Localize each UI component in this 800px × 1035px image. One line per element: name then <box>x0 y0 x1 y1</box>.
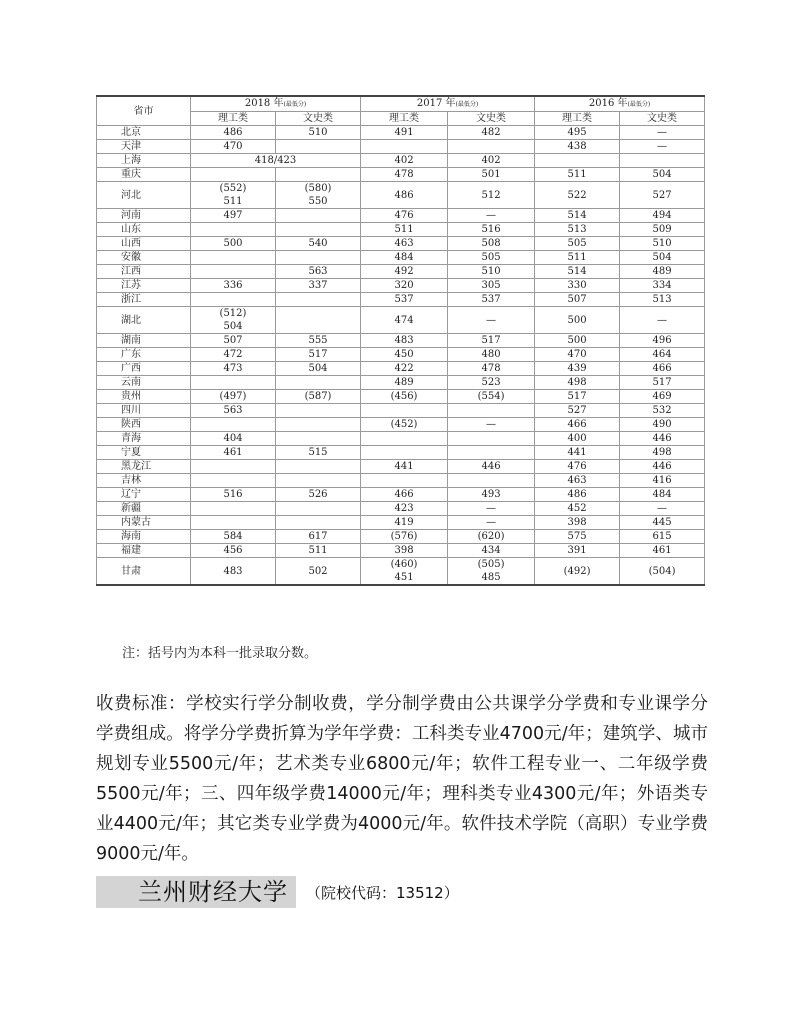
score-cell: 452 <box>535 502 620 516</box>
score-cell: 512 <box>448 182 535 209</box>
score-cell: 502 <box>276 558 361 586</box>
table-row <box>97 182 705 209</box>
score-cell: — <box>448 209 535 223</box>
score-cell: 423 <box>361 502 448 516</box>
score-cell <box>276 223 361 237</box>
score-cell: (512) 504 <box>191 307 276 334</box>
score-cell: 537 <box>361 293 448 307</box>
subheader-arts: 文史类 <box>620 112 705 126</box>
score-cell: 484 <box>620 488 705 502</box>
score-cell <box>276 502 361 516</box>
score-cell: 498 <box>535 376 620 390</box>
province-cell: 宁夏 <box>97 446 191 460</box>
province-cell: 山西 <box>97 237 191 251</box>
table-row <box>97 168 705 182</box>
score-cell <box>448 140 535 154</box>
score-cell: 517 <box>620 376 705 390</box>
score-cell: 439 <box>535 362 620 376</box>
score-cell: 516 <box>448 223 535 237</box>
table-row <box>97 474 705 488</box>
province-header: 省市 <box>97 96 191 126</box>
score-cell: 422 <box>361 362 448 376</box>
score-cell: 494 <box>620 209 705 223</box>
score-cell <box>276 307 361 334</box>
score-cell: 527 <box>620 182 705 209</box>
province-cell: 湖南 <box>97 334 191 348</box>
school-code: （院校代码：13512） <box>306 884 459 902</box>
province-cell: 湖北 <box>97 307 191 334</box>
score-cell <box>191 293 276 307</box>
score-cell: 504 <box>276 362 361 376</box>
year-header-2016: 2016 年(最低分) <box>535 96 705 112</box>
score-cell: 484 <box>361 251 448 265</box>
score-cell: 489 <box>620 265 705 279</box>
score-cell: 438 <box>535 140 620 154</box>
score-cell <box>361 474 448 488</box>
score-cell: 498 <box>620 446 705 460</box>
score-cell: 517 <box>535 390 620 404</box>
score-cell: 400 <box>535 432 620 446</box>
province-cell: 天津 <box>97 140 191 154</box>
score-cell <box>448 446 535 460</box>
score-cell: (505) 485 <box>448 558 535 586</box>
score-cell: 505 <box>535 237 620 251</box>
province-cell: 陕西 <box>97 418 191 432</box>
score-cell: (552) 511 <box>191 182 276 209</box>
score-cell: 486 <box>535 488 620 502</box>
score-cell <box>276 168 361 182</box>
score-cell: 330 <box>535 279 620 293</box>
score-cell: 563 <box>276 265 361 279</box>
score-cell: 478 <box>361 168 448 182</box>
province-cell: 安徽 <box>97 251 191 265</box>
province-cell: 广东 <box>97 348 191 362</box>
table-row <box>97 404 705 418</box>
score-cell: 526 <box>276 488 361 502</box>
score-cell: 617 <box>276 530 361 544</box>
score-cell: 469 <box>620 390 705 404</box>
score-cell: (587) <box>276 390 361 404</box>
score-cell <box>361 404 448 418</box>
province-cell: 新疆 <box>97 502 191 516</box>
score-cell: 463 <box>535 474 620 488</box>
score-cell: 473 <box>191 362 276 376</box>
score-cell: — <box>620 502 705 516</box>
subheader-science: 理工类 <box>191 112 276 126</box>
score-cell <box>191 418 276 432</box>
province-cell: 浙江 <box>97 293 191 307</box>
score-cell: 337 <box>276 279 361 293</box>
table-row <box>97 223 705 237</box>
score-cell: 480 <box>448 348 535 362</box>
subheader-arts: 文史类 <box>276 112 361 126</box>
score-cell <box>448 404 535 418</box>
table-row <box>97 488 705 502</box>
province-cell: 河南 <box>97 209 191 223</box>
score-cell: 511 <box>361 223 448 237</box>
score-cell: (620) <box>448 530 535 544</box>
score-cell <box>276 404 361 418</box>
score-cell <box>191 376 276 390</box>
score-cell: 446 <box>448 460 535 474</box>
score-cell: 483 <box>361 334 448 348</box>
score-cell <box>191 223 276 237</box>
score-cell: (576) <box>361 530 448 544</box>
province-cell: 北京 <box>97 126 191 140</box>
score-cell: 514 <box>535 265 620 279</box>
score-cell: 523 <box>448 376 535 390</box>
table-row <box>97 348 705 362</box>
score-cell <box>276 418 361 432</box>
score-cell: (504) <box>620 558 705 586</box>
table-row <box>97 516 705 530</box>
score-cell: 404 <box>191 432 276 446</box>
score-cell: 522 <box>535 182 620 209</box>
score-cell: 505 <box>448 251 535 265</box>
score-cell: 508 <box>448 237 535 251</box>
province-cell: 黑龙江 <box>97 460 191 474</box>
table-footnote: 注：括号内为本科一批录取分数。 <box>122 646 318 661</box>
score-cell: (580) 550 <box>276 182 361 209</box>
score-cell: 511 <box>535 168 620 182</box>
score-cell <box>448 432 535 446</box>
score-cell: 510 <box>448 265 535 279</box>
score-cell: 450 <box>361 348 448 362</box>
score-cell: 615 <box>620 530 705 544</box>
score-cell: (460) 451 <box>361 558 448 586</box>
score-cell <box>191 251 276 265</box>
table-row <box>97 279 705 293</box>
score-cell: 515 <box>276 446 361 460</box>
province-cell: 辽宁 <box>97 488 191 502</box>
score-cell: 416 <box>620 474 705 488</box>
score-cell: 463 <box>361 237 448 251</box>
score-cell: 445 <box>620 516 705 530</box>
score-cell: — <box>448 307 535 334</box>
score-cell: 398 <box>535 516 620 530</box>
score-cell: 441 <box>535 446 620 460</box>
table-row <box>97 376 705 390</box>
score-cell <box>191 502 276 516</box>
province-cell: 贵州 <box>97 390 191 404</box>
admission-score-table <box>96 95 705 586</box>
table-row <box>97 362 705 376</box>
score-cell: 305 <box>448 279 535 293</box>
score-cell: 470 <box>191 140 276 154</box>
score-cell: 497 <box>191 209 276 223</box>
table-row <box>97 140 705 154</box>
score-cell: 482 <box>448 126 535 140</box>
table-row <box>97 558 705 586</box>
score-cell: 466 <box>535 418 620 432</box>
score-cell: 402 <box>448 154 535 168</box>
score-cell <box>276 293 361 307</box>
province-cell: 海南 <box>97 530 191 544</box>
score-cell: 490 <box>620 418 705 432</box>
score-cell <box>276 251 361 265</box>
score-cell: 472 <box>191 348 276 362</box>
score-cell: — <box>620 140 705 154</box>
score-cell: 532 <box>620 404 705 418</box>
score-cell: 391 <box>535 544 620 558</box>
table-row <box>97 446 705 460</box>
score-cell: (492) <box>535 558 620 586</box>
score-cell: 513 <box>620 293 705 307</box>
score-cell: 446 <box>620 460 705 474</box>
table-row <box>97 237 705 251</box>
score-cell: 563 <box>191 404 276 418</box>
province-cell: 江西 <box>97 265 191 279</box>
subheader-arts: 文史类 <box>448 112 535 126</box>
score-cell: 491 <box>361 126 448 140</box>
score-cell: 504 <box>620 168 705 182</box>
year-header-2017: 2017 年(最低分) <box>361 96 535 112</box>
table-row <box>97 154 705 168</box>
score-cell: 496 <box>620 334 705 348</box>
score-cell <box>448 474 535 488</box>
score-cell: 419 <box>361 516 448 530</box>
score-cell: 492 <box>361 265 448 279</box>
score-cell: 511 <box>276 544 361 558</box>
score-cell: 336 <box>191 279 276 293</box>
table-row <box>97 126 705 140</box>
score-cell <box>276 432 361 446</box>
score-cell: 402 <box>361 154 448 168</box>
province-cell: 重庆 <box>97 168 191 182</box>
score-cell: 500 <box>191 237 276 251</box>
score-cell: (456) <box>361 390 448 404</box>
score-cell: 513 <box>535 223 620 237</box>
score-cell: 446 <box>620 432 705 446</box>
score-cell: 461 <box>191 446 276 460</box>
score-cell <box>620 154 705 168</box>
score-cell: — <box>620 307 705 334</box>
score-cell: 507 <box>191 334 276 348</box>
table-row <box>97 265 705 279</box>
score-cell: 537 <box>448 293 535 307</box>
score-cell <box>191 516 276 530</box>
table-row <box>97 544 705 558</box>
score-cell: 478 <box>448 362 535 376</box>
score-cell <box>276 209 361 223</box>
score-cell: 500 <box>535 334 620 348</box>
score-cell: — <box>448 418 535 432</box>
score-cell: 500 <box>535 307 620 334</box>
year-header-2018: 2018 年(最低分) <box>191 96 361 112</box>
score-cell <box>361 140 448 154</box>
province-cell: 山东 <box>97 223 191 237</box>
score-cell: 418/423 <box>191 154 361 168</box>
subheader-science: 理工类 <box>361 112 448 126</box>
table-row <box>97 390 705 404</box>
score-cell: 514 <box>535 209 620 223</box>
score-cell: 575 <box>535 530 620 544</box>
score-cell: 464 <box>620 348 705 362</box>
score-cell: 466 <box>620 362 705 376</box>
score-cell <box>276 376 361 390</box>
score-cell: 486 <box>191 126 276 140</box>
province-cell: 四川 <box>97 404 191 418</box>
score-cell: 516 <box>191 488 276 502</box>
score-cell <box>191 265 276 279</box>
score-cell: 476 <box>535 460 620 474</box>
fee-standard-paragraph: 收费标准：学校实行学分制收费，学分制学费由公共课学分学费和专业课学分学费组成。将学分学费折算为学年学费：工科类专业4700元/年；建筑学、城市规划专业5500元/年；艺术类专业6800元/年；软件工程专业一、二年级学费5500元/年；三、四年级学费14000元/年；理科类专业4300元/年；外语类专业4400元/年；其它类专业学费为4000元/年。软件技术学院（高职）专业学费9000元/年。 <box>96 694 708 864</box>
score-cell: 527 <box>535 404 620 418</box>
score-cell: (554) <box>448 390 535 404</box>
table-row <box>97 293 705 307</box>
subheader-science: 理工类 <box>535 112 620 126</box>
score-cell: — <box>620 126 705 140</box>
score-cell: (497) <box>191 390 276 404</box>
score-cell <box>535 154 620 168</box>
score-cell: 510 <box>276 126 361 140</box>
score-cell: 466 <box>361 488 448 502</box>
score-cell: 511 <box>535 251 620 265</box>
province-cell: 甘肃 <box>97 558 191 586</box>
score-cell: 504 <box>620 251 705 265</box>
table-row <box>97 209 705 223</box>
score-cell: 489 <box>361 376 448 390</box>
score-cell: 486 <box>361 182 448 209</box>
province-cell: 青海 <box>97 432 191 446</box>
score-cell: 483 <box>191 558 276 586</box>
score-cell: 476 <box>361 209 448 223</box>
score-cell: 507 <box>535 293 620 307</box>
province-cell: 江苏 <box>97 279 191 293</box>
score-cell: 517 <box>448 334 535 348</box>
score-cell <box>191 168 276 182</box>
table-row <box>97 418 705 432</box>
score-cell <box>276 140 361 154</box>
table-row <box>97 251 705 265</box>
score-cell: 493 <box>448 488 535 502</box>
table-row <box>97 334 705 348</box>
score-cell: 510 <box>620 237 705 251</box>
score-cell: — <box>448 516 535 530</box>
province-cell: 吉林 <box>97 474 191 488</box>
score-cell <box>361 446 448 460</box>
school-name: 兰州财经大学 <box>138 878 288 906</box>
score-cell: 509 <box>620 223 705 237</box>
score-cell: 517 <box>276 348 361 362</box>
table-row <box>97 460 705 474</box>
score-cell: — <box>448 502 535 516</box>
province-cell: 内蒙古 <box>97 516 191 530</box>
score-cell: 320 <box>361 279 448 293</box>
province-cell: 上海 <box>97 154 191 168</box>
table-row <box>97 530 705 544</box>
table-row <box>97 432 705 446</box>
table-row <box>97 307 705 334</box>
score-cell <box>276 516 361 530</box>
score-cell: 334 <box>620 279 705 293</box>
score-cell: 501 <box>448 168 535 182</box>
score-cell <box>276 474 361 488</box>
score-cell: 456 <box>191 544 276 558</box>
score-cell <box>361 432 448 446</box>
province-cell: 广西 <box>97 362 191 376</box>
province-cell: 福建 <box>97 544 191 558</box>
score-cell: 474 <box>361 307 448 334</box>
score-cell: 540 <box>276 237 361 251</box>
score-cell: 441 <box>361 460 448 474</box>
score-cell <box>276 460 361 474</box>
score-cell: 495 <box>535 126 620 140</box>
score-cell: 470 <box>535 348 620 362</box>
score-cell: 461 <box>620 544 705 558</box>
score-cell <box>191 460 276 474</box>
score-cell: 398 <box>361 544 448 558</box>
province-cell: 河北 <box>97 182 191 209</box>
score-cell <box>191 474 276 488</box>
score-cell: 584 <box>191 530 276 544</box>
score-table-body <box>97 126 705 586</box>
score-cell: 434 <box>448 544 535 558</box>
province-cell: 云南 <box>97 376 191 390</box>
score-cell: 555 <box>276 334 361 348</box>
score-cell: (452) <box>361 418 448 432</box>
table-row <box>97 502 705 516</box>
